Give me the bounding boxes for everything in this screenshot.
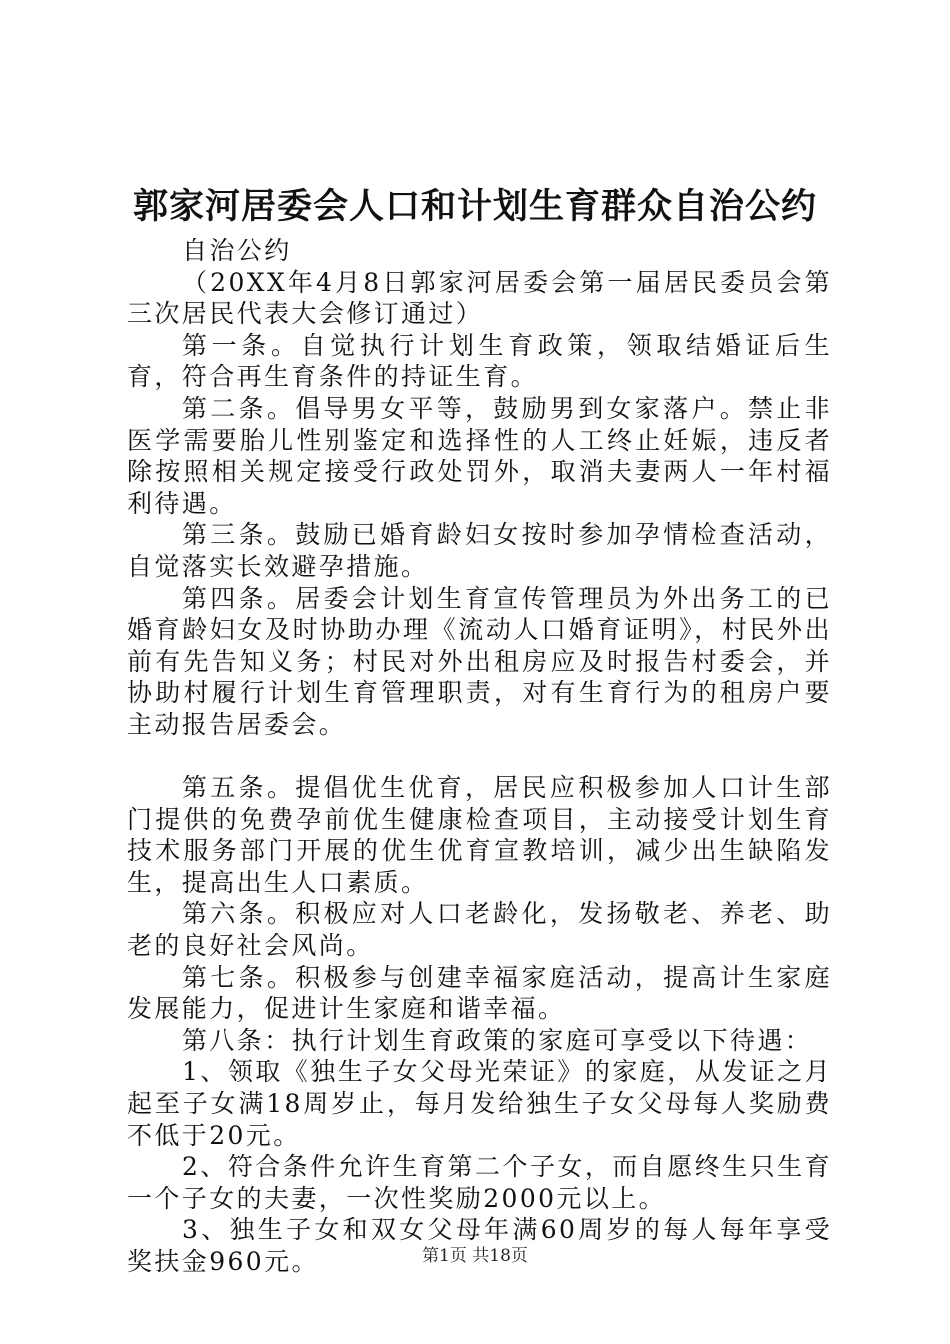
paragraph-article-6: 第六条。积极应对人口老龄化，发扬敬老、养老、助老的良好社会风尚。 — [127, 899, 832, 961]
document-title: 郭家河居委会人口和计划生育群众自治公约 — [132, 186, 817, 227]
paragraph-article-5: 第五条。提倡优生优育，居民应积极参加人口计生部门提供的免费孕前优生健康检查项目，主动接受计划生育技术服务部门开展的优生优育宣教培训，减少出生缺陷发生，提高出生人口素质。 — [127, 773, 832, 897]
paragraph-adoption-note: （20XX年4月8日郭家河居委会第一届居民委员会第三次居民代表大会修订通过） — [127, 267, 832, 329]
paragraph-article-4: 第四条。居委会计划生育宣传管理员为外出务工的已婚育龄妇女及时协助办理《流动人口婚育证明》，村民外出前有先告知义务；村民对外出租房应及时报告村委会，并协助村履行计划生育管理职责，对有生育行为的租房户要主动报告居委会。 — [127, 583, 832, 739]
paragraph-article-8: 第八条：执行计划生育政策的家庭可享受以下待遇： — [182, 1025, 813, 1055]
paragraph-article-3: 第三条。鼓励已婚育龄妇女按时参加孕情检查活动，自觉落实长效避孕措施。 — [127, 520, 832, 581]
paragraph-benefit-2: 2、符合条件允许生育第二个子女，而自愿终生只生育一个子女的夫妻，一次性奖励2000元以上。 — [127, 1152, 832, 1213]
page-number-footer: 第1页 共18页 — [422, 1246, 528, 1266]
paragraph-heading: 自治公约 — [182, 236, 292, 265]
document-body — [127, 235, 832, 1278]
paragraph-benefit-3: 3、独生子女和双女父母年满60周岁的每人每年享受奖扶金960元。 — [127, 1215, 832, 1276]
paragraph-article-2: 第二条。倡导男女平等，鼓励男到女家落户。禁止非医学需要胎儿性别鉴定和选择性的人工终止妊娠，违反者除按照相关规定接受行政处罚外，取消夫妻两人一年村福利待遇。 — [127, 393, 832, 518]
paragraph-benefit-1: 1、领取《独生子女父母光荣证》的家庭，从发证之月起至子女满18周岁止，每月发给独生子女父母每人奖励费不低于20元。 — [127, 1057, 832, 1150]
paragraph-article-7: 第七条。积极参与创建幸福家庭活动，提高计生家庭发展能力，促进计生家庭和谐幸福。 — [127, 962, 832, 1024]
paragraph-article-1: 第一条。自觉执行计划生育政策，领取结婚证后生育，符合再生育条件的持证生育。 — [127, 330, 832, 392]
